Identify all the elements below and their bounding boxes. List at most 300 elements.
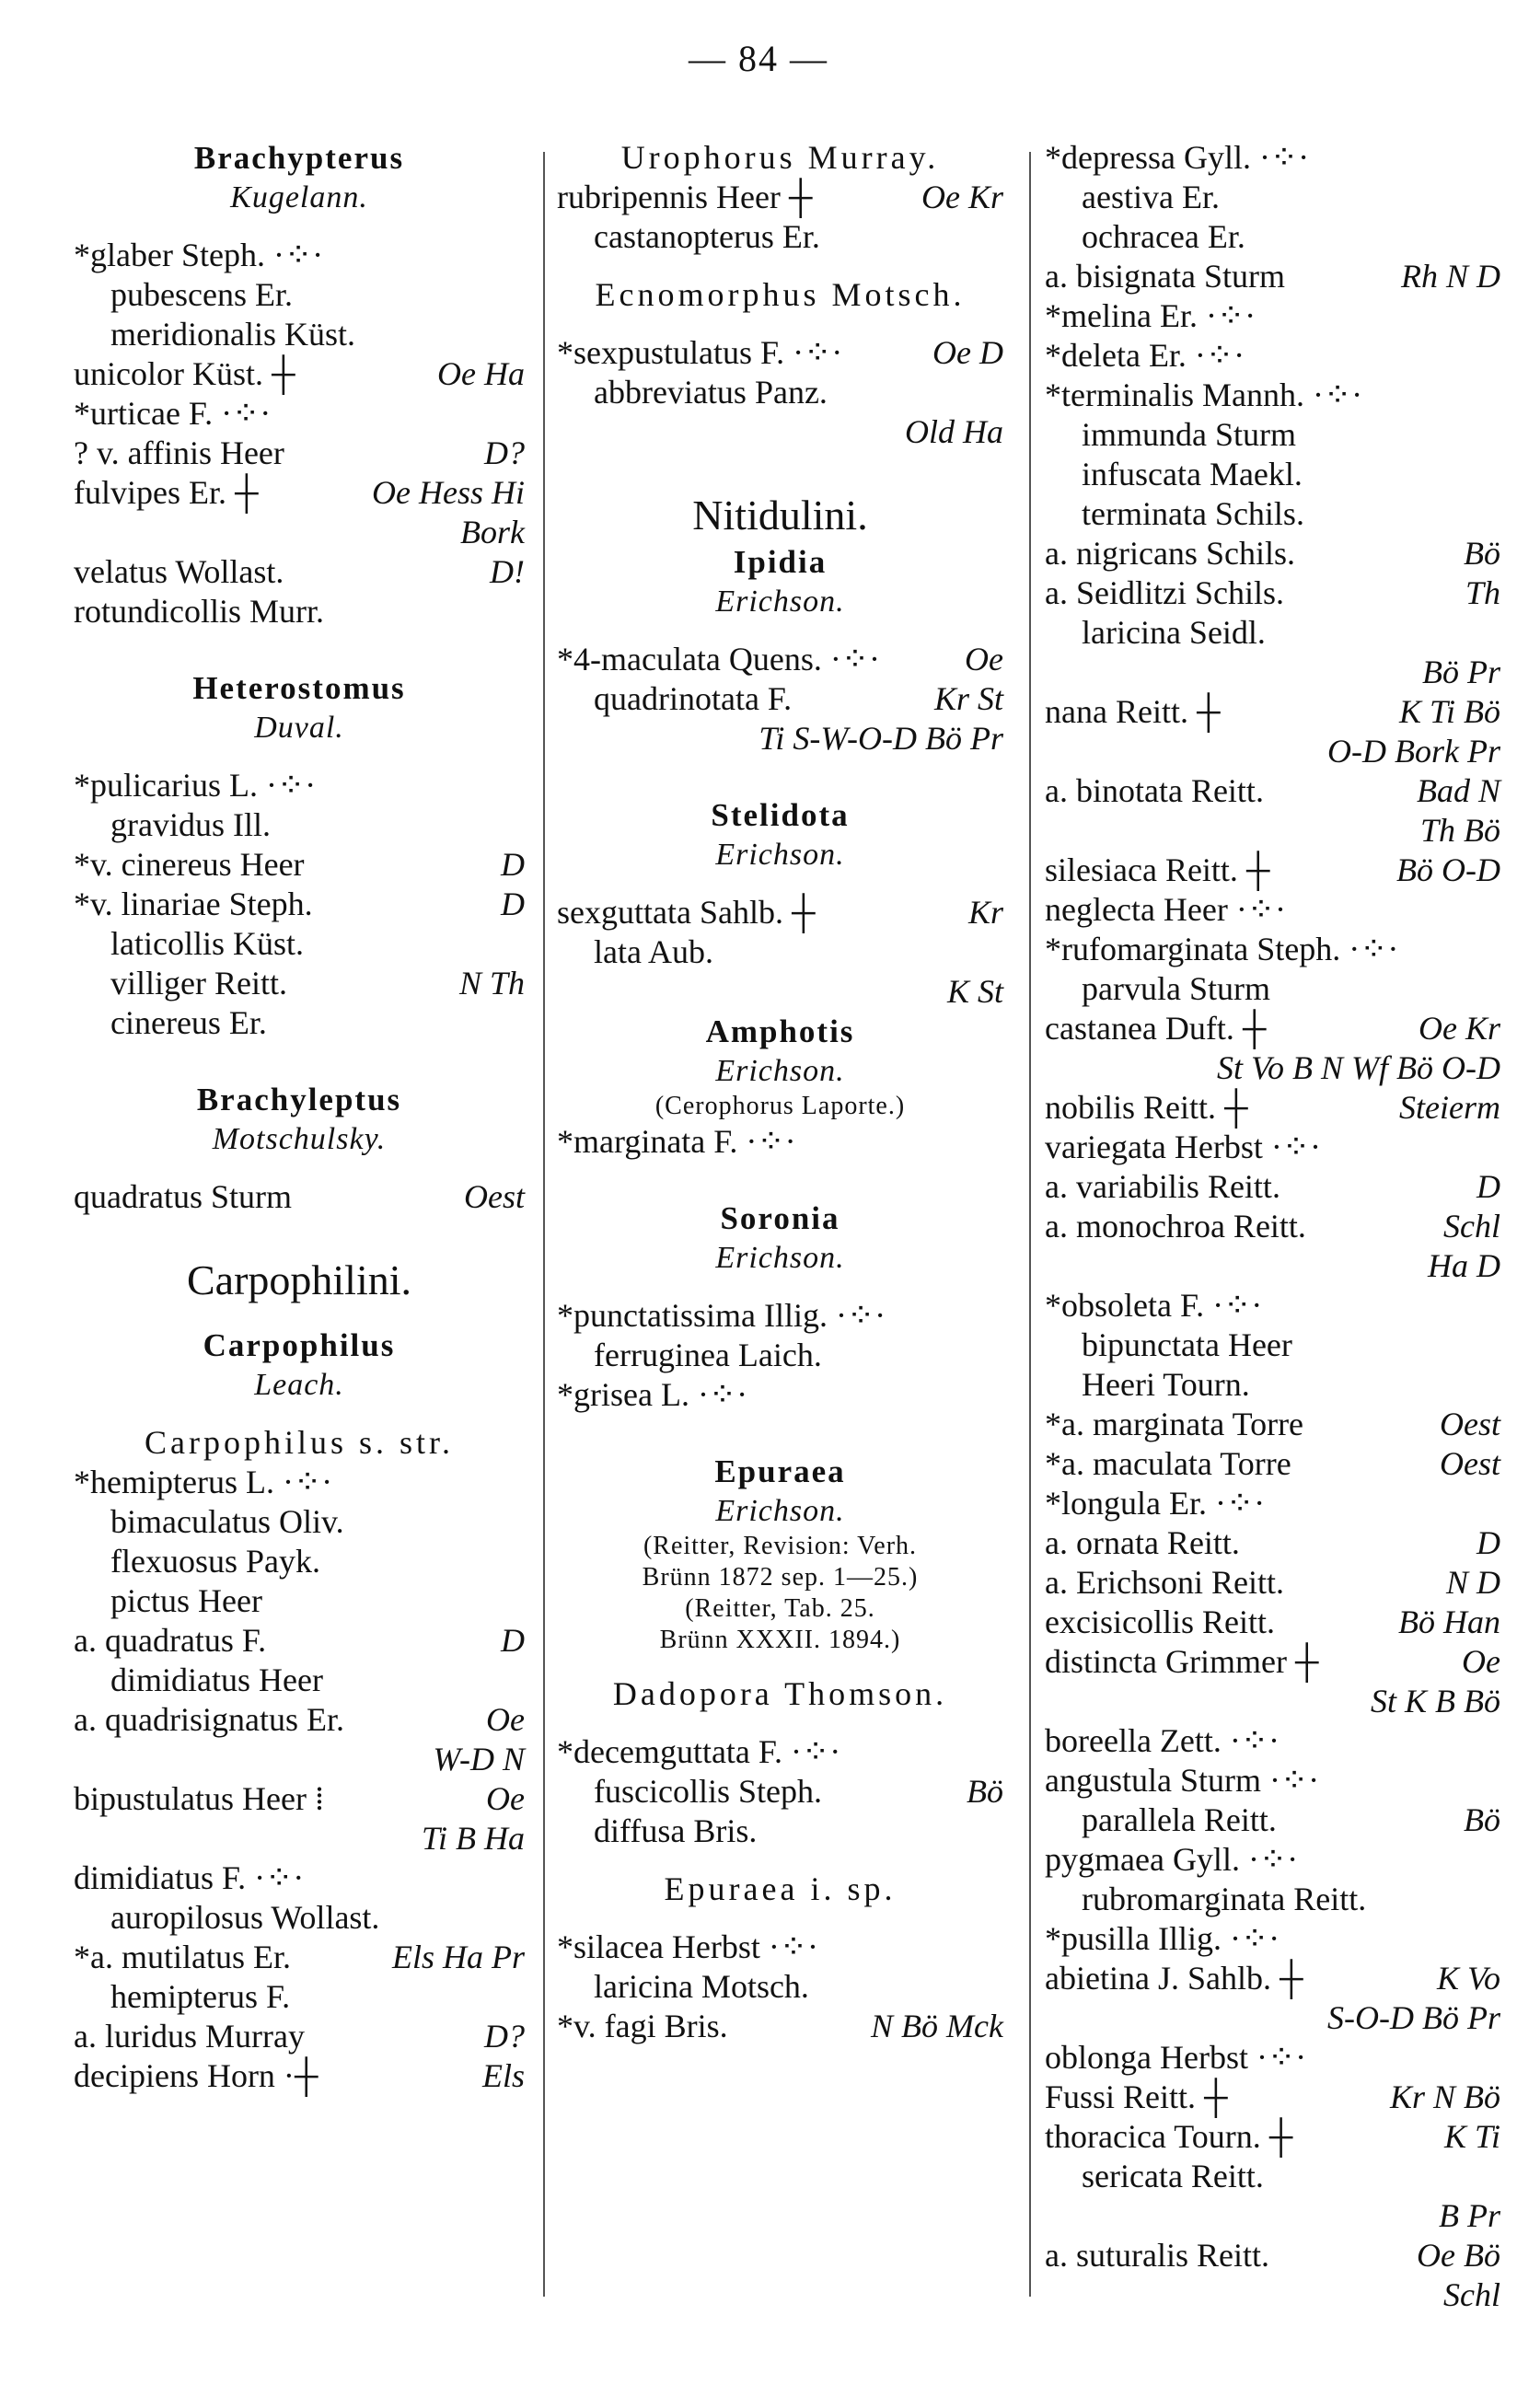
species-name: meridionalis Küst.: [110, 316, 355, 353]
genus-heading: Soronia: [720, 1200, 840, 1236]
genus-author: Erichson.: [715, 1054, 845, 1088]
species-entry: [74, 513, 525, 552]
species-entry: [1045, 1761, 1500, 1800]
species-entry: [1045, 1880, 1500, 1919]
species-entry: [1045, 1642, 1500, 1682]
species-entry: [557, 1967, 1003, 2007]
species-name: *pusilla Illig. ·⁘·: [1045, 1920, 1280, 1957]
spacer: [557, 1851, 1003, 1870]
distribution-codes: D: [501, 1622, 525, 1659]
column-right: [1045, 138, 1500, 2315]
species-entry: [1045, 1444, 1500, 1484]
species-entry: [1045, 890, 1500, 930]
species-name: *4-maculata Quens. ·⁘·: [557, 641, 881, 677]
reference-note: Brünn XXXII. 1894.): [659, 1626, 901, 1654]
species-entry: [74, 1977, 525, 2017]
tribe-heading: Nitidulini.: [692, 492, 868, 538]
species-name: fuscicollis Steph.: [594, 1773, 822, 1810]
species-name: *terminalis Mannh. ·⁘·: [1045, 376, 1363, 413]
spacer: [74, 1159, 525, 1177]
distribution-codes: N Th: [458, 965, 525, 1001]
species-entry: [1045, 1246, 1500, 1286]
species-entry: [1045, 811, 1500, 851]
species-entry: [1045, 613, 1500, 653]
distribution-codes: Oe Hess Hi: [372, 474, 525, 511]
distribution-codes: Oe Kr: [1419, 1010, 1500, 1047]
spacer: [74, 747, 525, 766]
species-entry: [557, 972, 1003, 1012]
species-name: dimidiatus Heer: [110, 1661, 323, 1698]
column-divider: [543, 152, 545, 2297]
species-entry: [1045, 257, 1500, 296]
distribution-codes: Oe Bö: [1417, 2237, 1500, 2274]
species-name: gravidus Ill.: [110, 806, 271, 843]
distribution-codes: K St: [946, 973, 1003, 1010]
distribution-codes: N D: [1445, 1564, 1500, 1601]
distribution-codes: Bö: [1464, 1801, 1500, 1838]
species-entry: [1045, 771, 1500, 811]
species-entry: [1045, 1365, 1500, 1405]
species-name: *urticae F. ·⁘·: [74, 395, 272, 432]
species-entry: [74, 315, 525, 354]
species-entry: [557, 679, 1003, 719]
reference-note: (Reitter, Tab. 25.: [685, 1594, 875, 1623]
distribution-codes: W-D N: [433, 1741, 525, 1777]
species-name: a. variabilis Reitt.: [1045, 1168, 1280, 1205]
species-entry: [557, 640, 1003, 679]
distribution-codes: Bö Pr: [1422, 654, 1500, 690]
spacer: [74, 217, 525, 236]
species-entry: [74, 1463, 525, 1502]
species-name: silesiaca Reitt. ┼: [1045, 851, 1270, 888]
species-entry: [74, 1177, 525, 1217]
species-entry: [1045, 732, 1500, 771]
species-entry: [1045, 851, 1500, 890]
column-divider: [1029, 152, 1031, 2297]
species-entry: [1045, 969, 1500, 1009]
species-name: a. luridus Murray: [74, 2018, 305, 2055]
species-name: ochracea Er.: [1082, 218, 1245, 255]
species-entry: [1045, 1286, 1500, 1326]
species-entry: [557, 719, 1003, 758]
species-name: excisicollis Reitt.: [1045, 1603, 1275, 1640]
distribution-codes: Bork: [460, 514, 525, 550]
species-name: unicolor Küst. ┼: [74, 355, 295, 392]
species-name: *v. cinereus Heer: [74, 846, 305, 883]
species-name: aestiva Er.: [1082, 179, 1220, 215]
genus-heading: Heterostomus: [192, 670, 406, 706]
genus-author: Erichson.: [715, 1494, 845, 1528]
spacer: [557, 1656, 1003, 1674]
species-name: pygmaea Gyll. ·⁘·: [1045, 1841, 1299, 1878]
species-entry: [1045, 1523, 1500, 1563]
species-name: abietina J. Sahlb. ┼: [1045, 1960, 1303, 1997]
species-name: a. Seidlitzi Schils.: [1045, 574, 1284, 611]
subgenus-heading: Urophorus Murray.: [620, 139, 940, 176]
distribution-codes: D: [1476, 1168, 1500, 1205]
species-name: angustula Sturm ·⁘·: [1045, 1762, 1320, 1799]
species-entry: [74, 2017, 525, 2056]
genus-author: Erichson.: [715, 585, 845, 619]
species-entry: [74, 2056, 525, 2096]
spacer: [557, 1278, 1003, 1296]
species-name: laricina Seidl.: [1082, 614, 1266, 651]
species-name: ? v. affinis Heer: [74, 434, 284, 471]
distribution-codes: Oe: [1462, 1643, 1500, 1680]
genus-heading: Brachypterus: [193, 140, 405, 176]
species-name: fulvipes Er. ┼: [74, 474, 259, 511]
species-name: a. suturalis Reitt.: [1045, 2237, 1269, 2274]
genus-author: Erichson.: [715, 838, 845, 872]
spacer: [557, 257, 1003, 275]
distribution-codes: Ti S-W-O-D Bö Pr: [758, 720, 1003, 757]
species-name: dimidiatus F. ·⁘·: [74, 1859, 305, 1896]
species-name: bimaculatus Oliv.: [110, 1503, 344, 1540]
species-name: lata Aub.: [594, 933, 713, 970]
species-name: nana Reitt. ┼: [1045, 693, 1221, 730]
species-entry: [74, 236, 525, 275]
species-name: a. Erichsoni Reitt.: [1045, 1564, 1284, 1601]
species-entry: [1045, 1919, 1500, 1959]
distribution-codes: D: [501, 886, 525, 922]
distribution-codes: Els Ha Pr: [392, 1939, 525, 1975]
species-entry: [1045, 1207, 1500, 1246]
reference-note: (Cerophorus Laporte.): [654, 1092, 906, 1120]
distribution-codes: Schl: [1443, 2276, 1500, 2313]
spacer: [557, 1909, 1003, 1928]
species-entry: [1045, 1682, 1500, 1721]
species-entry: [74, 1621, 525, 1661]
species-entry: [74, 473, 525, 513]
species-entry: [74, 1003, 525, 1043]
species-entry: [557, 1122, 1003, 1162]
species-entry: [1045, 1484, 1500, 1523]
species-name: *obsoleta F. ·⁘·: [1045, 1287, 1263, 1324]
spacer: [557, 874, 1003, 893]
spacer: [557, 1162, 1003, 1198]
spacer: [74, 1307, 525, 1326]
species-name: *marginata F. ·⁘·: [557, 1123, 796, 1160]
spacer: [557, 758, 1003, 795]
distribution-codes: Bad N: [1416, 772, 1500, 809]
spacer: [74, 1405, 525, 1423]
species-entry: [74, 275, 525, 315]
subgenus-heading: Ecnomorphus Motsch.: [595, 276, 966, 313]
species-name: ferruginea Laich.: [594, 1337, 822, 1373]
species-name: *v. fagi Bris.: [557, 2008, 728, 2044]
tribe-heading: Carpophilini.: [186, 1256, 412, 1303]
species-entry: [557, 1928, 1003, 1967]
genus-heading: Ipidia: [733, 544, 828, 580]
species-entry: [1045, 692, 1500, 732]
species-name: distincta Grimmer ┼: [1045, 1643, 1319, 1680]
species-entry: [74, 354, 525, 394]
species-entry: [74, 1661, 525, 1700]
species-entry: [74, 394, 525, 434]
species-entry: [1045, 2196, 1500, 2236]
species-name: quadrinotata F.: [594, 680, 793, 717]
species-entry: [1045, 217, 1500, 257]
species-name: boreella Zett. ·⁘·: [1045, 1722, 1280, 1759]
species-name: rubromarginata Reitt.: [1082, 1881, 1367, 1917]
species-entry: [74, 1542, 525, 1581]
species-entry: [74, 1700, 525, 1740]
species-name: *silacea Herbst ·⁘·: [557, 1928, 819, 1965]
species-entry: [557, 412, 1003, 452]
spacer: [557, 1714, 1003, 1732]
genus-author: Leach.: [254, 1368, 344, 1402]
distribution-codes: Bö: [967, 1773, 1003, 1810]
species-name: cinereus Er.: [110, 1004, 267, 1041]
genus-author: Motschulsky.: [212, 1122, 387, 1156]
species-name: *hemipterus L. ·⁘·: [74, 1464, 333, 1500]
species-entry: [1045, 1128, 1500, 1167]
species-entry: [1045, 2038, 1500, 2078]
species-name: abbreviatus Panz.: [594, 374, 828, 411]
species-entry: [74, 1858, 525, 1898]
distribution-codes: Oest: [1440, 1445, 1500, 1482]
distribution-codes: Oe D: [932, 334, 1003, 371]
distribution-codes: Oest: [464, 1178, 525, 1215]
distribution-codes: K Ti Bö: [1398, 693, 1500, 730]
species-name: a. quadrisignatus Er.: [74, 1701, 344, 1738]
species-entry: [1045, 336, 1500, 376]
distribution-codes: D: [501, 846, 525, 883]
species-name: sexguttata Sahlb. ┼: [557, 894, 816, 931]
species-name: a. quadratus F.: [74, 1622, 267, 1659]
species-entry: [74, 552, 525, 592]
species-entry: [1045, 455, 1500, 494]
species-entry: [557, 1336, 1003, 1375]
species-entry: [1045, 2275, 1500, 2315]
species-entry: [1045, 415, 1500, 455]
species-name: pictus Heer: [110, 1582, 262, 1619]
species-entry: [1045, 930, 1500, 969]
spacer: [557, 1415, 1003, 1452]
species-entry: [1045, 1563, 1500, 1603]
distribution-codes: Rh N D: [1401, 258, 1500, 295]
species-name: *deleta Er. ·⁘·: [1045, 337, 1245, 374]
species-name: *depressa Gyll. ·⁘·: [1045, 139, 1310, 176]
species-entry: [1045, 1088, 1500, 1128]
species-entry: [74, 1740, 525, 1779]
species-entry: [74, 1581, 525, 1621]
subgenus-heading: Epuraea i. sp.: [664, 1870, 897, 1907]
species-entry: [557, 1772, 1003, 1812]
distribution-codes: B Pr: [1439, 2197, 1500, 2234]
species-entry: [557, 2007, 1003, 2046]
column-left: [74, 138, 525, 2096]
species-entry: [74, 924, 525, 964]
species-entry: [74, 1819, 525, 1858]
species-name: decipiens Horn ·┼: [74, 2057, 318, 2094]
distribution-codes: Schl: [1443, 1208, 1500, 1245]
species-entry: [1045, 1326, 1500, 1365]
species-name: neglecta Heer ·⁘·: [1045, 891, 1287, 928]
species-name: *v. linariae Steph.: [74, 886, 313, 922]
species-entry: [74, 885, 525, 924]
distribution-codes: Oest: [1440, 1406, 1500, 1442]
reference-note: Brünn 1872 sep. 1—25.): [642, 1563, 919, 1592]
species-entry: [74, 805, 525, 845]
species-name: flexuosus Payk.: [110, 1543, 320, 1580]
distribution-codes: Oe: [486, 1780, 525, 1817]
genus-heading: Stelidota: [711, 797, 850, 833]
species-name: a. ornata Reitt.: [1045, 1524, 1240, 1561]
distribution-codes: Old Ha: [905, 413, 1003, 450]
species-entry: [1045, 653, 1500, 692]
species-name: *a. maculata Torre: [1045, 1445, 1291, 1482]
species-name: laticollis Küst.: [110, 925, 304, 962]
spacer: [557, 621, 1003, 640]
species-entry: [74, 434, 525, 473]
distribution-codes: K Vo: [1436, 1960, 1500, 1997]
species-entry: [1045, 2236, 1500, 2275]
distribution-codes: Th Bö: [1419, 812, 1500, 849]
species-entry: [74, 1502, 525, 1542]
spacer: [74, 631, 525, 668]
distribution-codes: D?: [484, 434, 525, 471]
species-name: oblonga Herbst ·⁘·: [1045, 2039, 1307, 2076]
species-entry: [1045, 1998, 1500, 2038]
subgenus-heading: Carpophilus s. str.: [144, 1424, 454, 1461]
genus-heading: Epuraea: [714, 1453, 846, 1489]
species-name: a. nigricans Schils.: [1045, 535, 1295, 572]
species-entry: [1045, 2078, 1500, 2117]
species-name: Fussi Reitt. ┼: [1045, 2078, 1228, 2115]
spacer: [74, 1217, 525, 1254]
distribution-codes: Kr: [967, 894, 1003, 931]
spacer: [557, 315, 1003, 333]
species-name: quadratus Sturm: [74, 1178, 292, 1215]
species-entry: [1045, 1840, 1500, 1880]
spacer: [74, 1043, 525, 1080]
species-name: *a. mutilatus Er.: [74, 1939, 291, 1975]
distribution-codes: St K B Bö: [1371, 1683, 1500, 1719]
distribution-codes: O-D Bork Pr: [1327, 733, 1500, 770]
species-entry: [1045, 573, 1500, 613]
distribution-codes: N Bö Mck: [871, 2008, 1003, 2044]
species-entry: [1045, 494, 1500, 534]
column-middle: [557, 138, 1003, 2046]
genus-author: Erichson.: [715, 1241, 845, 1275]
distribution-codes: Th: [1465, 574, 1500, 611]
species-entry: [1045, 1405, 1500, 1444]
species-entry: [1045, 376, 1500, 415]
species-name: parvula Sturm: [1082, 970, 1270, 1007]
distribution-codes: D!: [490, 553, 525, 590]
page-number: — 84 —: [689, 38, 828, 79]
species-entry: [1045, 1603, 1500, 1642]
distribution-codes: Oe: [965, 641, 1003, 677]
reference-note: (Reitter, Revision: Verh.: [643, 1532, 918, 1560]
species-name: laricina Motsch.: [594, 1968, 809, 2005]
species-name: hemipterus F.: [110, 1978, 291, 2015]
species-name: *rufomarginata Steph. ·⁘·: [1045, 931, 1399, 967]
subgenus-heading: Dadopora Thomson.: [612, 1675, 948, 1712]
species-entry: [557, 178, 1003, 217]
distribution-codes: K Ti: [1443, 2118, 1500, 2155]
distribution-codes: D: [1476, 1524, 1500, 1561]
species-name: *pulicarius L. ·⁘·: [74, 767, 317, 804]
species-name: parallela Reitt.: [1082, 1801, 1277, 1838]
species-entry: [1045, 1048, 1500, 1088]
species-name: bipunctata Heer: [1082, 1326, 1292, 1363]
species-name: immunda Sturm: [1082, 416, 1296, 453]
species-entry: [1045, 138, 1500, 178]
genus-author: Kugelann.: [230, 180, 368, 214]
species-name: rotundicollis Murr.: [74, 593, 324, 630]
distribution-codes: Bö O-D: [1396, 851, 1500, 888]
species-name: *a. marginata Torre: [1045, 1406, 1304, 1442]
genus-heading: Carpophilus: [203, 1327, 396, 1363]
species-entry: [74, 845, 525, 885]
distribution-codes: Ti B Ha: [421, 1820, 525, 1857]
species-name: castanea Duft. ┼: [1045, 1010, 1267, 1047]
species-entry: [557, 373, 1003, 412]
species-entry: [1045, 296, 1500, 336]
species-entry: [74, 766, 525, 805]
genus-heading: Amphotis: [705, 1013, 855, 1049]
species-name: *sexpustulatus F. ·⁘·: [557, 334, 843, 371]
species-name: *melina Er. ·⁘·: [1045, 297, 1256, 334]
species-entry: [557, 932, 1003, 972]
species-name: variegata Herbst ·⁘·: [1045, 1129, 1322, 1165]
species-name: a. bisignata Sturm: [1045, 258, 1285, 295]
species-name: castanopterus Er.: [594, 218, 820, 255]
species-name: pubescens Er.: [110, 276, 293, 313]
species-entry: [74, 592, 525, 631]
spacer: [557, 452, 1003, 489]
distribution-codes: Els: [481, 2057, 525, 2094]
species-entry: [1045, 1959, 1500, 1998]
species-entry: [1045, 2117, 1500, 2157]
genus-author: Duval.: [254, 711, 344, 745]
species-name: *longula Er. ·⁘·: [1045, 1485, 1266, 1522]
species-name: *glaber Steph. ·⁘·: [74, 237, 324, 273]
distribution-codes: Oe: [486, 1701, 525, 1738]
species-entry: [557, 1812, 1003, 1851]
distribution-codes: Ha D: [1428, 1247, 1500, 1284]
species-entry: [74, 1938, 525, 1977]
distribution-codes: St Vo B N Wf Bö O-D: [1217, 1049, 1500, 1086]
species-entry: [1045, 534, 1500, 573]
species-name: Heeri Tourn.: [1082, 1366, 1250, 1403]
species-name: rubripennis Heer ┼: [557, 179, 813, 215]
species-entry: [557, 1296, 1003, 1336]
species-name: *decemguttata F. ·⁘·: [557, 1733, 841, 1770]
distribution-codes: Kr N Bö: [1389, 2078, 1500, 2115]
species-entry: [557, 333, 1003, 373]
distribution-codes: Bö Han: [1398, 1603, 1500, 1640]
species-entry: [557, 217, 1003, 257]
distribution-codes: D?: [484, 2018, 525, 2055]
species-name: terminata Schils.: [1082, 495, 1304, 532]
distribution-codes: S-O-D Bö Pr: [1327, 1999, 1500, 2036]
species-entry: [1045, 1800, 1500, 1840]
distribution-codes: Steierm: [1399, 1089, 1500, 1126]
species-entry: [1045, 1167, 1500, 1207]
species-entry: [74, 1779, 525, 1819]
species-entry: [1045, 178, 1500, 217]
species-name: thoracica Tourn. ┼: [1045, 2118, 1293, 2155]
species-name: sericata Reitt.: [1082, 2158, 1264, 2194]
species-name: a. binotata Reitt.: [1045, 772, 1264, 809]
species-name: diffusa Bris.: [594, 1812, 758, 1849]
species-entry: [557, 1375, 1003, 1415]
species-entry: [1045, 1721, 1500, 1761]
species-name: nobilis Reitt. ┼: [1045, 1089, 1248, 1126]
